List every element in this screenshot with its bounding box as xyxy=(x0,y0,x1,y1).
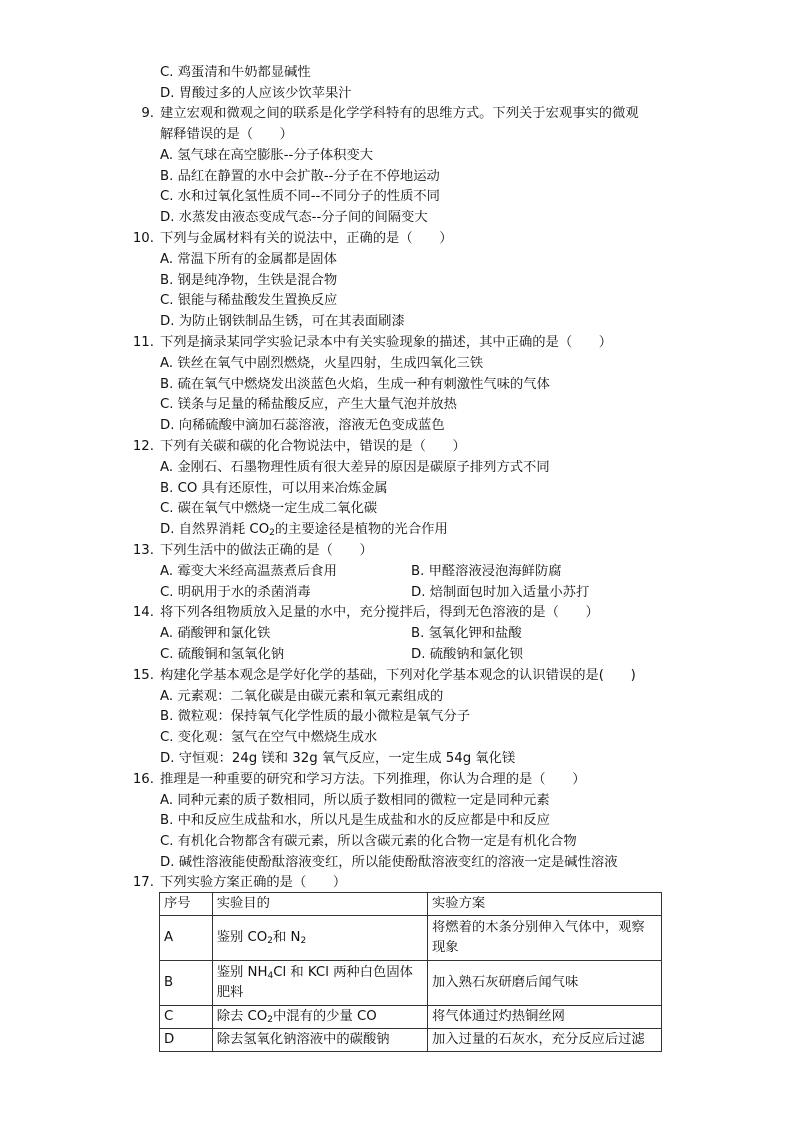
goal-subscript: 2 xyxy=(267,936,273,946)
q13-option-b: B. 甲醛溶液浸泡海鲜防腐 xyxy=(411,564,562,579)
row-goal: 除去氢氧化钠溶液中的碳酸钠 xyxy=(212,1029,427,1052)
q13-option-d: D. 焙制面包时加入适量小苏打 xyxy=(411,585,590,600)
q14-option-b: B. 氢氧化钾和盐酸 xyxy=(411,626,522,641)
q12-stem: 下列有关碳和碳的化合物说法中，错误的是（ ） xyxy=(160,439,466,454)
q16-stem: 推理是一种重要的研究和学习方法。下列推理，你认为合理的是（ ） xyxy=(160,772,586,787)
q14-option-c: C. 硫酸铜和氢氧化钠 xyxy=(160,647,285,662)
table-header-row xyxy=(160,893,662,916)
q10-option-d: D. 为防止钢铁制品生锈，可在其表面刷漆 xyxy=(160,314,405,329)
row-id: D xyxy=(160,1029,213,1052)
goal-text: Cl 和 KCl 两种白色固体肥料 xyxy=(216,965,413,1000)
q9-number: 9. xyxy=(141,106,154,121)
q13-option-c: C. 明矾用于水的杀菌消毒 xyxy=(160,585,311,600)
q15-option-b: B. 微粒观：保持氧气化学性质的最小微粒是氧气分子 xyxy=(160,709,471,724)
q16-number: 16. xyxy=(132,772,154,787)
table-header-cell: 序号 xyxy=(160,893,213,916)
goal-subscript: 4 xyxy=(267,971,274,981)
q16-option-b: B. 中和反应生成盐和水，所以凡是生成盐和水的反应都是中和反应 xyxy=(160,813,550,828)
q10-number: 10. xyxy=(132,231,154,246)
q11-number: 11. xyxy=(132,335,154,350)
q14-stem: 将下列各组物质放入足量的水中，充分搅拌后，得到无色溶液的是（ ） xyxy=(160,605,599,620)
q9-stem-line1: 建立宏观和微观之间的联系是化学学科特有的思维方式。下列关于宏观事实的微观 xyxy=(160,106,639,121)
q9-option-b: B. 品红在静置的水中会扩散--分子在不停地运动 xyxy=(160,169,440,184)
row-plan: 加入过量的石灰水，充分反应后过滤 xyxy=(427,1029,661,1052)
q9-stem-line2: 解释错误的是（ ） xyxy=(160,127,293,142)
q11-option-c: C. 镁条与足量的稀盐酸反应，产生大量气泡并放热 xyxy=(160,397,457,412)
table-row xyxy=(160,916,662,961)
q9-option-a: A. 氢气球在高空膨胀--分子体积变大 xyxy=(160,148,374,163)
goal-text: 除去 CO xyxy=(216,1009,268,1024)
goal-subscript: 2 xyxy=(267,1015,273,1025)
table-row xyxy=(160,1006,662,1029)
table-row xyxy=(160,961,662,1006)
q13-option-a: A. 霉变大米经高温蒸煮后食用 xyxy=(160,564,337,579)
q9-option-d: D. 水蒸发由液态变成气态--分子间的间隔变大 xyxy=(160,210,428,225)
q14-number: 14. xyxy=(132,605,154,620)
q16-option-c: C. 有机化合物都含有碳元素，所以含碳元素的化合物一定是有机化合物 xyxy=(160,834,577,849)
q17-number: 17. xyxy=(132,875,154,890)
q10-stem: 下列与金属材料有关的说法中，正确的是（ ） xyxy=(160,231,453,246)
row-goal xyxy=(212,1006,427,1029)
experiment-table xyxy=(159,892,662,1052)
row-plan: 将气体通过灼热铜丝网 xyxy=(427,1006,661,1029)
row-id: A xyxy=(160,916,213,961)
q15-stem: 构建化学基本观念是学好化学的基础，下列对化学基本观念的认识错误的是( ) xyxy=(160,668,636,683)
goal-text: 鉴别 CO xyxy=(216,930,268,945)
q15-option-a: A. 元素观：二氧化碳是由碳元素和氧元素组成的 xyxy=(160,689,444,704)
q12-option-d-subscript: 2 xyxy=(269,528,275,538)
q12-option-d-post: 的主要途径是植物的光合作用 xyxy=(274,522,448,537)
goal-text: 中混有的少量 CO xyxy=(273,1009,377,1024)
q12-option-d-pre: D. 自然界消耗 CO xyxy=(160,522,270,537)
q11-option-a: A. 铁丝在氧气中剧烈燃烧，火星四射，生成四氧化三铁 xyxy=(160,356,484,371)
q8-option-c: C. 鸡蛋清和牛奶都显碱性 xyxy=(160,65,311,80)
q11-option-b: B. 硫在氧气中燃烧发出淡蓝色火焰，生成一种有刺激性气味的气体 xyxy=(160,377,550,392)
q9-option-c: C. 水和过氧化氢性质不同--不同分子的性质不同 xyxy=(160,189,440,204)
q11-option-d: D. 向稀硫酸中滴加石蕊溶液，溶液无色变成蓝色 xyxy=(160,418,445,433)
q10-option-b: B. 钢是纯净物，生铁是混合物 xyxy=(160,273,338,288)
q16-option-a: A. 同种元素的质子数相同，所以质子数相同的微粒一定是同种元素 xyxy=(160,793,550,808)
q12-number: 12. xyxy=(132,439,154,454)
row-id: B xyxy=(160,961,213,1006)
table-row xyxy=(160,1029,662,1052)
table-header-cell: 实验目的 xyxy=(212,893,427,916)
q12-option-d xyxy=(160,520,448,540)
row-plan: 加入熟石灰研磨后闻气味 xyxy=(427,961,661,1006)
q10-option-c: C. 银能与稀盐酸发生置换反应 xyxy=(160,293,338,308)
q14-option-d: D. 硫酸钠和氯化钡 xyxy=(411,647,523,662)
row-goal xyxy=(212,916,427,961)
goal-text: 鉴别 NH xyxy=(216,965,268,980)
q15-number: 15. xyxy=(132,668,154,683)
q15-option-d: D. 守恒观：24g 镁和 32g 氧气反应，一定生成 54g 氧化镁 xyxy=(160,751,516,766)
q12-option-a: A. 金刚石、石墨物理性质有很大差异的原因是碳原子排列方式不同 xyxy=(160,460,550,475)
q10-option-a: A. 常温下所有的金属都是固体 xyxy=(160,252,337,267)
q17-stem: 下列实验方案正确的是（ ） xyxy=(160,875,347,890)
row-plan: 将燃着的木条分别伸入气体中，观察现象 xyxy=(427,916,661,961)
q15-option-c: C. 变化观：氢气在空气中燃烧生成水 xyxy=(160,730,378,745)
q14-option-a: A. 硝酸钾和氯化铁 xyxy=(160,626,271,641)
table-header-cell: 实验方案 xyxy=(427,893,661,916)
q11-stem: 下列是摘录某同学实验记录本中有关实验现象的描述，其中正确的是（ ） xyxy=(160,335,613,350)
q16-option-d: D. 碱性溶液能使酚酞溶液变红，所以能使酚酞溶液变红的溶液一定是碱性溶液 xyxy=(160,855,618,870)
q13-number: 13. xyxy=(132,543,154,558)
goal-text: 和 N xyxy=(273,930,301,945)
q8-option-d: D. 胃酸过多的人应该少饮苹果汁 xyxy=(160,86,352,101)
q12-option-c: C. 碳在氧气中燃烧一定生成二氧化碳 xyxy=(160,501,378,516)
row-id: C xyxy=(160,1006,213,1029)
row-goal xyxy=(212,961,427,1006)
q12-option-b: B. CO 具有还原性，可以用来冶炼金属 xyxy=(160,481,388,496)
goal-subscript: 2 xyxy=(300,936,307,946)
q13-stem: 下列生活中的做法正确的是（ ） xyxy=(160,543,373,558)
